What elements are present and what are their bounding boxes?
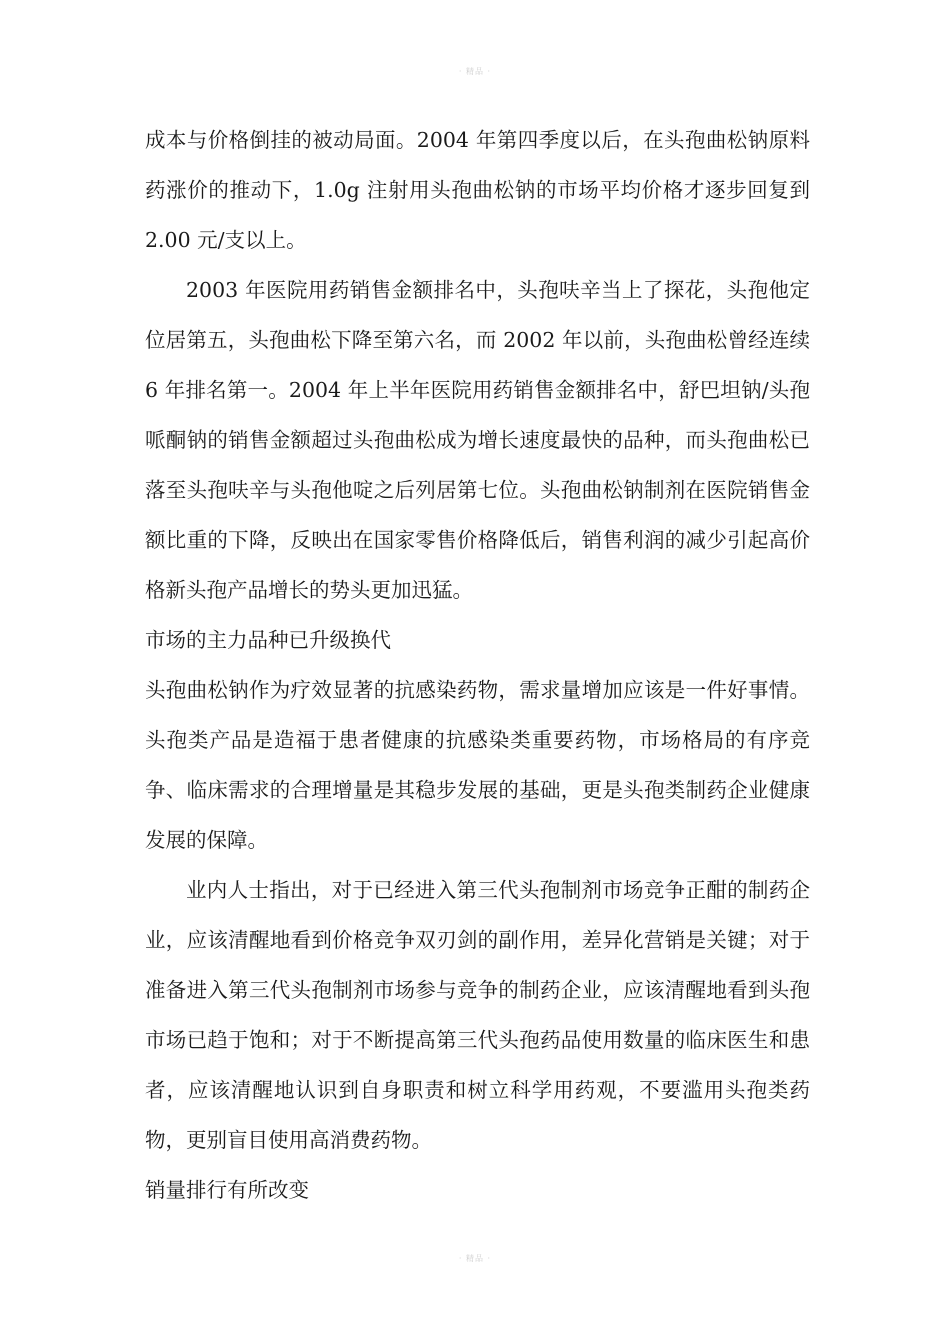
- document-body: [145, 115, 810, 1215]
- paragraph-3: 头孢曲松钠作为疗效显著的抗感染药物，需求量增加应该是一件好事情。头孢类产品是造福于患者健康的抗感染类重要药物，市场格局的有序竞争、临床需求的合理增量是其稳步发展的基础，更是头孢类制药企业健康发展的保障。: [145, 678, 810, 852]
- paragraph-1: 成本与价格倒挂的被动局面。2004 年第四季度以后，在头孢曲松钠原料药涨价的推动下，1.0g 注射用头孢曲松钠的市场平均价格才逐步回复到 2.00 元/支以上。: [145, 128, 810, 252]
- paragraph-2: 2003 年医院用药销售金额排名中，头孢呋辛当上了探花，头孢他定位居第五，头孢曲松下降至第六名，而 2002 年以前，头孢曲松曾经连续 6 年排名第一。2004 年上半年医院用药销售金额排名中，舒巴坦钠/头孢哌酮钠的销售金额超过头孢曲松成为增长速度最快的品种，而头孢曲松已落至头孢呋辛与头孢他啶之后列居第七位。头孢曲松钠制剂在医院销售金额比重的下降，反映出在国家零售价格降低后，销售利润的减少引起高价格新头孢产品增长的势头更加迅猛。: [145, 278, 810, 602]
- header-watermark: · 精品 ·: [458, 67, 492, 76]
- section-heading-sales-ranking: 销量排行有所改变: [145, 1178, 309, 1202]
- section-heading-main-products: 市场的主力品种已升级换代: [145, 628, 391, 652]
- footer-watermark: · 精品 ·: [458, 1254, 492, 1263]
- paragraph-4: 业内人士指出，对于已经进入第三代头孢制剂市场竞争正酣的制药企业，应该清醒地看到价格竞争双刃剑的副作用，差异化营销是关键；对于准备进入第三代头孢制剂市场参与竞争的制药企业，应该清醒地看到头孢市场已趋于饱和；对于不断提高第三代头孢药品使用数量的临床医生和患者，应该清醒地认识到自身职责和树立科学用药观，不要滥用头孢类药物，更别盲目使用高消费药物。: [145, 878, 810, 1152]
